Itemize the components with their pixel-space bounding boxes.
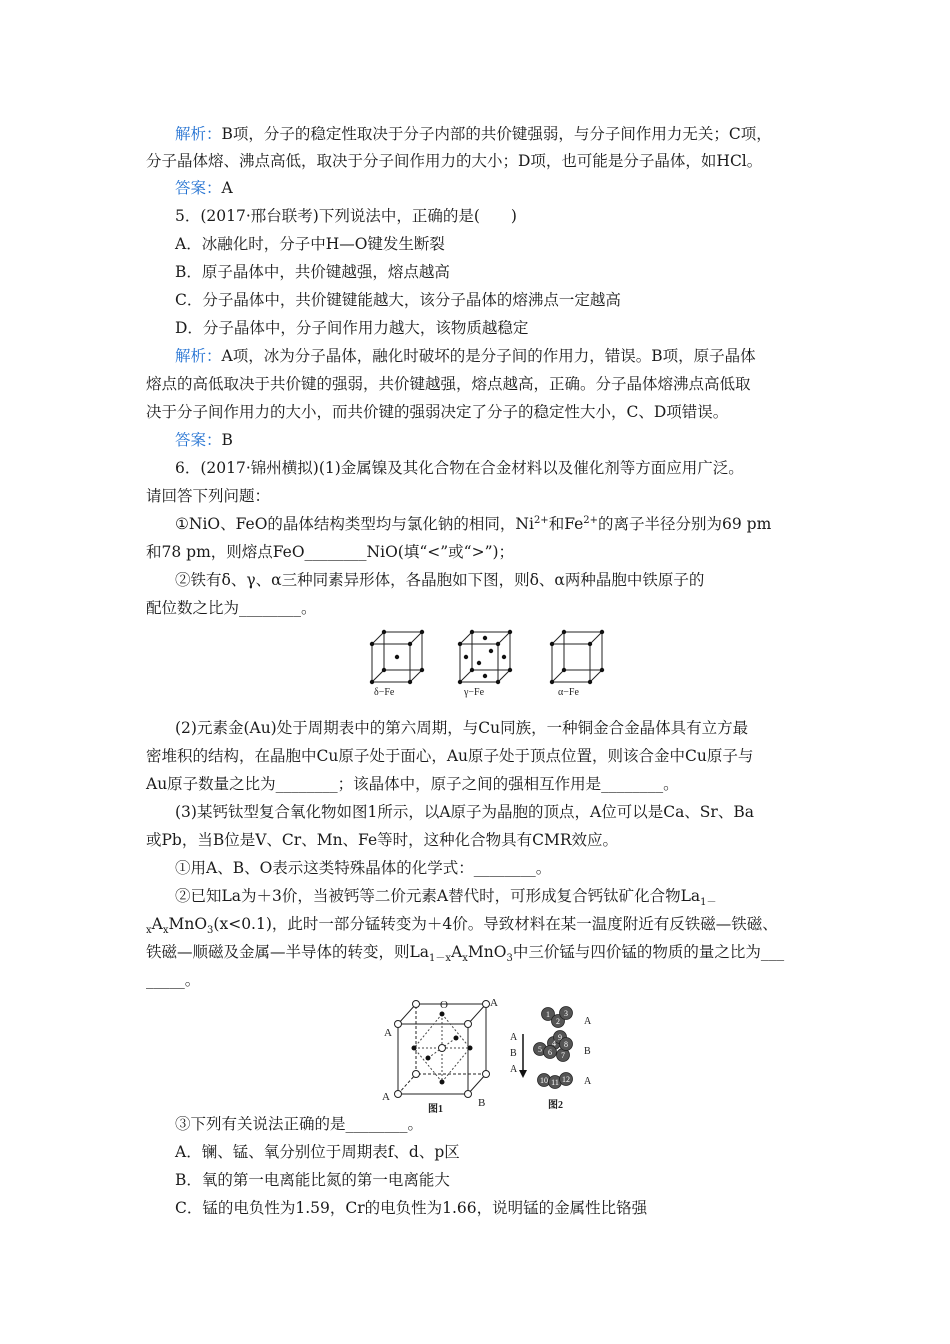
q6-part3-2-line-2: $_xA_xMnO_3(x<0.1)$，此时一部分锰转变为＋4价。导致材料在某一温度附近有反铁磁—铁磁、 — [146, 915, 778, 937]
q6-part1-1-line-1: ①NiO、FeO的晶体结构类型均与氯化钠的相同，$Ni^{2+}$和$Fe^{2+}$的离子半径分别为69 pm — [175, 514, 772, 533]
ball-1: 1 — [546, 1010, 550, 1019]
q6-stem-line-2: 请回答下列问题： — [146, 487, 271, 505]
stack-right-a-bottom: A — [584, 1076, 592, 1087]
gamma-fe-label: γ−Fe — [464, 687, 485, 698]
q4-answer: 答案：A — [175, 179, 233, 197]
q5-option-b: B．原子晶体中，共价键越强，熔点越高 — [175, 263, 450, 281]
ball-4: 4 — [552, 1039, 556, 1048]
ball-3: 3 — [564, 1009, 568, 1018]
ball-10: 10 — [540, 1076, 548, 1085]
cell-label-b: B — [478, 1097, 486, 1109]
q5-stem: 5．(2017·邢台联考)下列说法中，正确的是( ) — [175, 207, 517, 225]
cell-label-o: O — [440, 999, 448, 1011]
cell-label-a-top: A — [490, 997, 498, 1009]
cell-label-a-left: A — [384, 1027, 392, 1039]
stack-right-b: B — [584, 1046, 591, 1057]
q6-part3-3: ③下列有关说法正确的是________。 — [175, 1115, 424, 1133]
ball-12: 12 — [562, 1075, 570, 1084]
q6-part1-1-line-2: 和78 pm，则熔点FeO________NiO(填“<”或“>”)； — [146, 543, 515, 561]
perovskite-svg — [380, 996, 610, 1114]
figure-1-caption: 图1 — [428, 1104, 443, 1114]
answer-label: 答案： — [175, 431, 222, 449]
q6-part1-2-line-1: ②铁有δ、γ、α三种同素异形体，各晶胞如下图，则δ、α两种晶胞中铁原子的 — [175, 571, 705, 589]
q5-option-d: D．分子晶体中，分子间作用力越大，该物质越稳定 — [175, 319, 529, 337]
q6-part1-2-line-2: 配位数之比为________。 — [146, 599, 317, 617]
analysis-label: 解析： — [175, 347, 222, 365]
ball-2: 2 — [556, 1017, 560, 1026]
q5-answer: 答案：B — [175, 431, 233, 449]
q6-part3-1: ①用A、B、O表示这类特殊晶体的化学式：________。 — [175, 859, 552, 877]
q6-part2-line-2: 密堆积的结构，在晶胞中Cu原子处于面心，Au原子处于顶点位置，则该合金中Cu原子与 — [146, 747, 754, 765]
q5-analysis-line-2: 熔点的高低取决于共价键的强弱，共价键越强，熔点越高，正确。分子晶体熔沸点高低取 — [146, 375, 751, 393]
q5-option-a: A．冰融化时，分子中H—O键发生断裂 — [175, 235, 445, 253]
q6-part3-3-option-c: C．锰的电负性为1.59，Cr的电负性为1.66，说明锰的金属性比铬强 — [175, 1199, 648, 1217]
q6-part2-line-1: (2)元素金(Au)处于周期表中的第六周期，与Cu同族，一种铜金合金晶体具有立方最 — [175, 719, 749, 737]
iron-unit-cells-figure — [362, 628, 622, 698]
q6-stem-line-1: 6．(2017·锦州横拟)(1)金属镍及其化合物在合金材料以及催化剂等方面应用广泛。 — [175, 459, 744, 477]
delta-fe-label: δ−Fe — [374, 687, 395, 698]
stack-arrow-head-icon — [519, 1070, 527, 1078]
stack-left-a-top: A — [510, 1032, 518, 1043]
analysis-label: 解析： — [175, 125, 222, 143]
ball-11: 11 — [551, 1078, 559, 1087]
q6-part3-3-option-a: A．镧、锰、氧分别位于周期表f、d、p区 — [175, 1143, 460, 1161]
perovskite-figure — [380, 996, 610, 1114]
q6-part3-2-line-4: _____。 — [146, 971, 201, 989]
stack-right-a-top: A — [584, 1016, 592, 1027]
alpha-fe-label: α−Fe — [558, 687, 579, 698]
q6-part3-line-2: 或Pb，当B位是V、Cr、Mn、Fe等时，这种化合物具有CMR效应。 — [146, 831, 619, 849]
figure-2-caption: 图2 — [548, 1100, 563, 1111]
q5-analysis-line-3: 决于分子间作用力的大小，而共价键的强弱决定了分子的稳定性大小，C、D项错误。 — [146, 403, 729, 421]
q6-part2-line-3: Au原子数量之比为________；该晶体中，原子之间的强相互作用是________。 — [146, 775, 679, 793]
q6-part3-line-1: (3)某钙钛型复合氧化物如图1所示，以A原子为晶胞的顶点，A位可以是Ca、Sr、Ba — [175, 803, 754, 821]
ball-8: 8 — [564, 1040, 568, 1049]
q4-analysis-line-2: 分子晶体熔、沸点高低，取决于分子间作用力的大小；D项，也可能是分子晶体，如HCl。 — [146, 152, 763, 170]
ball-5: 5 — [538, 1045, 542, 1054]
iron-unit-cells-svg — [362, 628, 622, 698]
ball-6: 6 — [548, 1048, 552, 1057]
ball-7: 7 — [561, 1051, 565, 1060]
stack-left-b: B — [510, 1048, 517, 1059]
ball-9: 9 — [558, 1033, 562, 1042]
answer-label: 答案： — [175, 179, 222, 197]
q4-analysis-line-1: 解析：B项，分子的稳定性取决于分子内部的共价键强弱，与分子间作用力无关；C项， — [175, 125, 772, 143]
cell-label-a-bottom: A — [382, 1091, 390, 1103]
stack-left-a-bottom: A — [510, 1064, 518, 1075]
q6-part3-2-line-1: ②已知La为＋3价，当被钙等二价元素A替代时，可形成复合钙钛矿化合物$La_{1-}$ — [175, 887, 717, 909]
q6-part3-3-option-b: B．氧的第一电离能比氮的第一电离能大 — [175, 1171, 450, 1189]
q6-part3-2-line-3: 铁磁—顺磁及金属—半导体的转变，则$La_{1-x}A_xMnO_3$中三价锰与四价锰的物质的量之比为___ — [146, 943, 785, 965]
q5-analysis-line-1: 解析：A项，冰为分子晶体，融化时破坏的是分子间的作用力，错误。B项，原子晶体 — [175, 347, 756, 365]
q5-option-c: C．分子晶体中，共价键键能越大，该分子晶体的熔沸点一定越高 — [175, 291, 621, 309]
